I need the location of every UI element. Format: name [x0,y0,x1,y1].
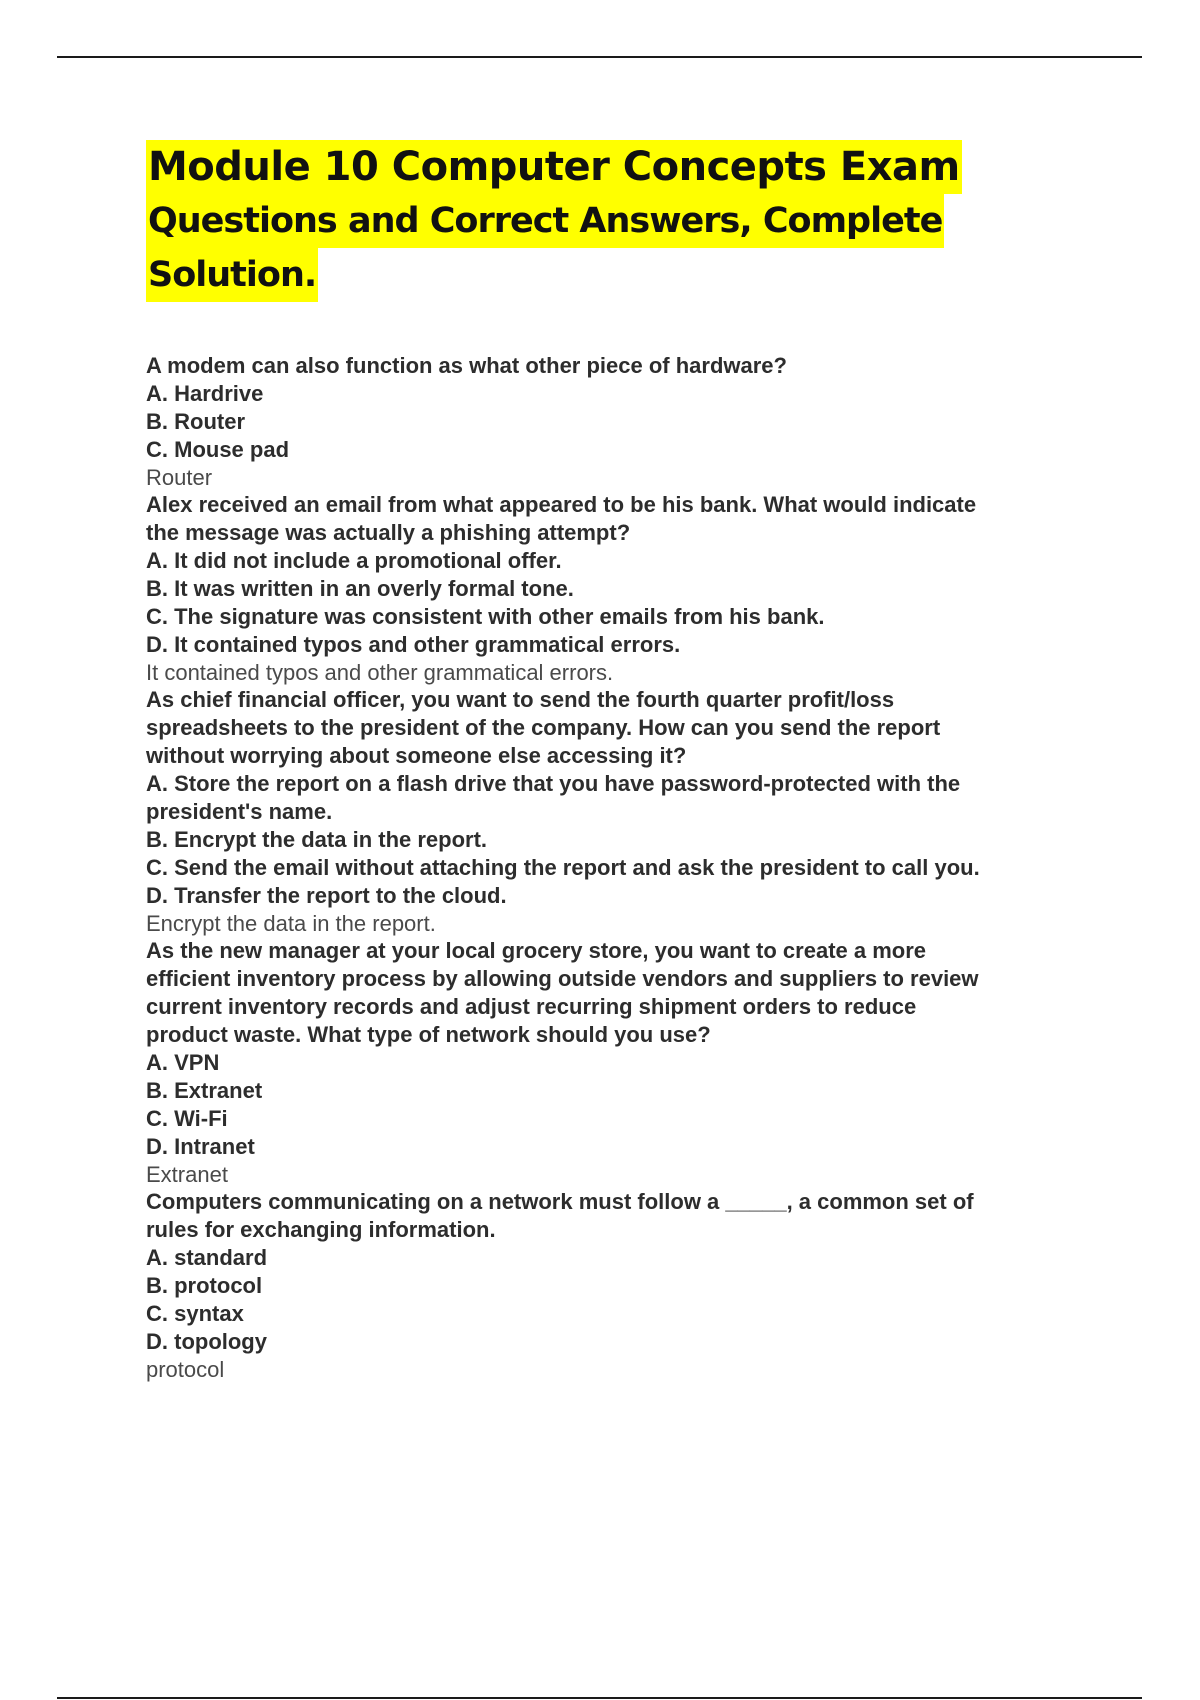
top-rule [57,56,1142,58]
question-block-4 [146,937,1086,1188]
question-block-1 [146,352,1086,491]
question-text: current inventory records and adjust recurring shipment orders to reduce [146,994,917,1019]
document-title [146,140,1086,302]
answer-option: B. Encrypt the data in the report. [146,827,488,852]
question-text: Alex received an email from what appeared to be his bank. What would indicate [146,492,977,517]
correct-answer: It contained typos and other grammatical errors. [146,660,614,685]
question-text: As chief financial officer, you want to send the fourth quarter profit/loss [146,687,895,712]
answer-option: C. Wi-Fi [146,1106,228,1131]
question-text: the message was actually a phishing attempt? [146,520,631,545]
answer-option: president's name. [146,799,333,824]
question-text: efficient inventory process by allowing outside vendors and suppliers to review [146,966,979,991]
answer-option: A. Hardrive [146,381,264,406]
answer-option: A. It did not include a promotional offer. [146,548,562,573]
answer-option: D. Transfer the report to the cloud. [146,883,507,908]
answer-option: C. Mouse pad [146,437,290,462]
answer-option: D. topology [146,1329,267,1354]
answer-option: C. syntax [146,1301,244,1326]
correct-answer: Extranet [146,1162,228,1187]
question-text: without worrying about someone else accessing it? [146,743,687,768]
correct-answer: protocol [146,1357,225,1382]
answer-option: B. Extranet [146,1078,263,1103]
title-line-1: Module 10 Computer Concepts Exam [146,140,962,194]
question-text: product waste. What type of network should you use? [146,1022,711,1047]
title-line-3: Solution. [146,248,318,302]
title-line-2: Questions and Correct Answers, Complete [146,194,944,248]
question-block-3 [146,686,1086,937]
answer-option: A. VPN [146,1050,220,1075]
correct-answer: Encrypt the data in the report. [146,911,436,936]
answer-option: D. Intranet [146,1134,255,1159]
answer-option: D. It contained typos and other grammatical errors. [146,632,681,657]
answer-option: A. standard [146,1245,268,1270]
question-block-5 [146,1188,1086,1383]
answer-option: A. Store the report on a flash drive that you have password-protected with the [146,771,961,796]
correct-answer: Router [146,465,213,490]
question-text: Computers communicating on a network must follow a _____, a common set of [146,1189,974,1214]
question-block-2 [146,491,1086,686]
document-body [146,140,1086,1383]
answer-option: B. Router [146,409,245,434]
answer-option: B. protocol [146,1273,263,1298]
question-text: As the new manager at your local grocery store, you want to create a more [146,938,927,963]
answer-option: C. Send the email without attaching the report and ask the president to call you. [146,855,980,880]
bottom-rule [57,1697,1142,1699]
question-text: rules for exchanging information. [146,1217,496,1242]
answer-option: C. The signature was consistent with other emails from his bank. [146,604,825,629]
answer-option: B. It was written in an overly formal tone. [146,576,574,601]
question-text: A modem can also function as what other piece of hardware? [146,353,787,378]
question-text: spreadsheets to the president of the company. How can you send the report [146,715,941,740]
